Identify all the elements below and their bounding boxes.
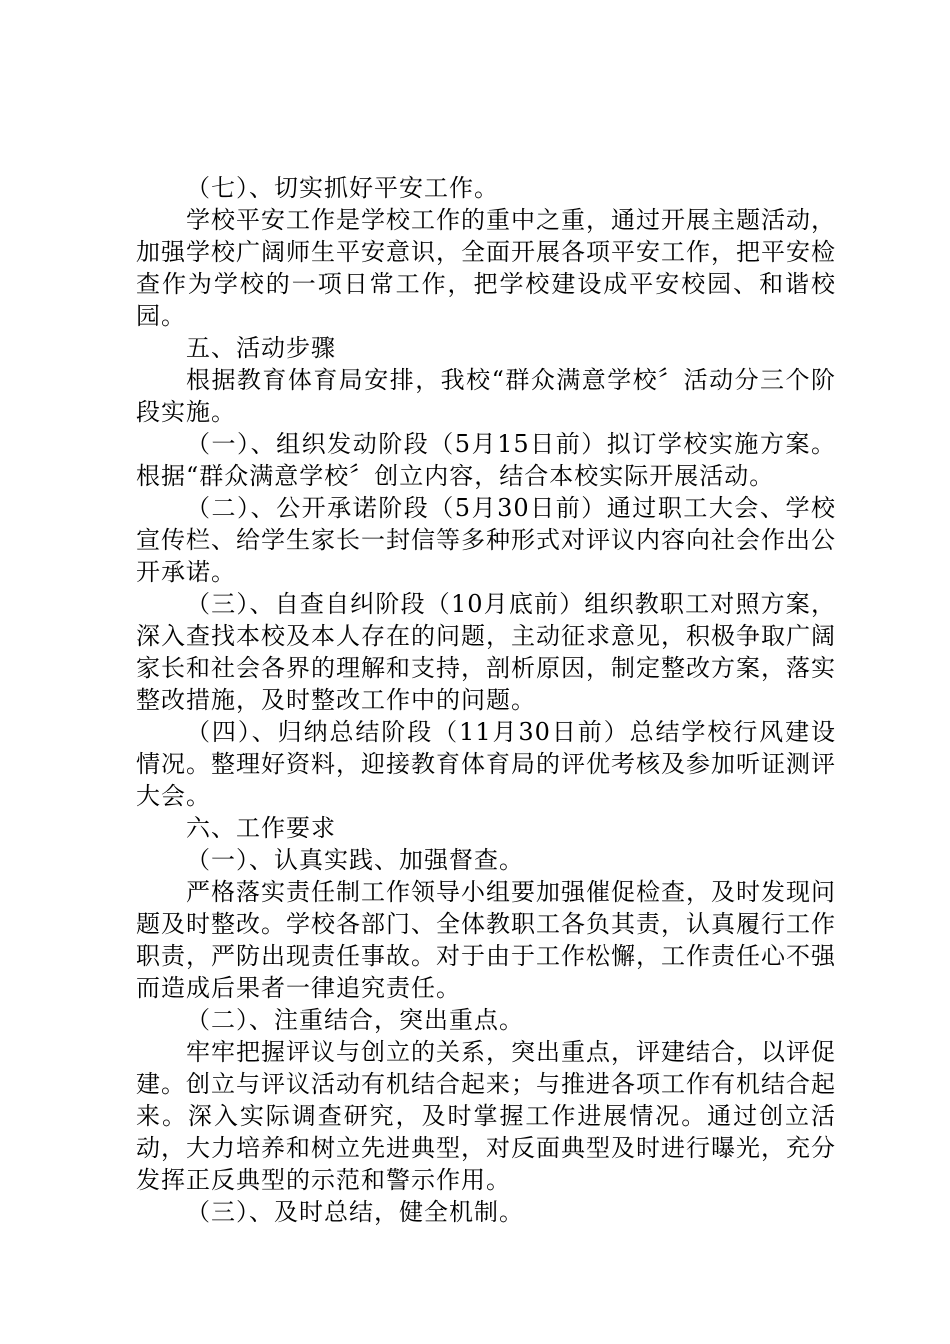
paragraph-section-7-heading: （七）、切实抓好平安工作。 [186, 174, 499, 202]
paragraph-activity-steps-intro: 根据教育体育局安排，我校“群众满意学校〞活动分三个阶段实施。 [136, 366, 836, 426]
paragraph-activity-steps-heading: 五、活动步骤 [186, 334, 336, 362]
paragraph-safety-work: 学校平安工作是学校工作的重中之重，通过开展主题活动，加强学校广阔师生平安意识，全面开展各项平安工作，把平安检查作为学校的一项日常工作，把学校建设成平安校园、和谐校园。 [136, 206, 836, 330]
paragraph-requirement-3-heading: （三）、及时总结，健全机制。 [186, 1198, 524, 1226]
paragraph-requirement-1-heading: （一）、认真实践、加强督查。 [186, 846, 524, 874]
paragraph-stage-2: （二）、公开承诺阶段（5月30日前）通过职工大会、学校宣传栏、给学生家长一封信等多种形式对评议内容向社会作出公开承诺。 [136, 494, 836, 586]
paragraph-requirement-1-body: 严格落实责任制工作领导小组要加强催促检查，及时发现问题及时整改。学校各部门、全体教职工各负其责，认真履行工作职责，严防出现责任事故。对于由于工作松懈，工作责任心不强而造成后果者一律追究责任。 [136, 878, 836, 1002]
paragraph-stage-3: （三）、自查自纠阶段（10月底前）组织教职工对照方案，深入查找本校及本人存在的问题，主动征求意见，积极争取广阔家长和社会各界的理解和支持，剖析原因，制定整改方案，落实整改措施，及时整改工作中的问题。 [136, 590, 836, 714]
paragraph-work-requirements-heading: 六、工作要求 [186, 814, 336, 842]
paragraph-stage-1: （一）、组织发动阶段（5月15日前）拟订学校实施方案。根据“群众满意学校〞创立内容，结合本校实际开展活动。 [136, 430, 836, 490]
paragraph-requirement-2-body: 牢牢把握评议与创立的关系，突出重点，评建结合，以评促建。创立与评议活动有机结合起来；与推进各项工作有机结合起来。深入实际调查研究，及时掌握工作进展情况。通过创立活动，大力培养和树立先进典型，对反面典型及时进行曝光，充分发挥正反典型的示范和警示作用。 [136, 1038, 836, 1194]
paragraph-stage-4: （四）、归纳总结阶段（11月30日前）总结学校行风建设情况。整理好资料，迎接教育体育局的评优考核及参加听证测评大会。 [136, 718, 836, 810]
document-body [136, 172, 836, 1228]
paragraph-requirement-2-heading: （二）、注重结合，突出重点。 [186, 1006, 524, 1034]
